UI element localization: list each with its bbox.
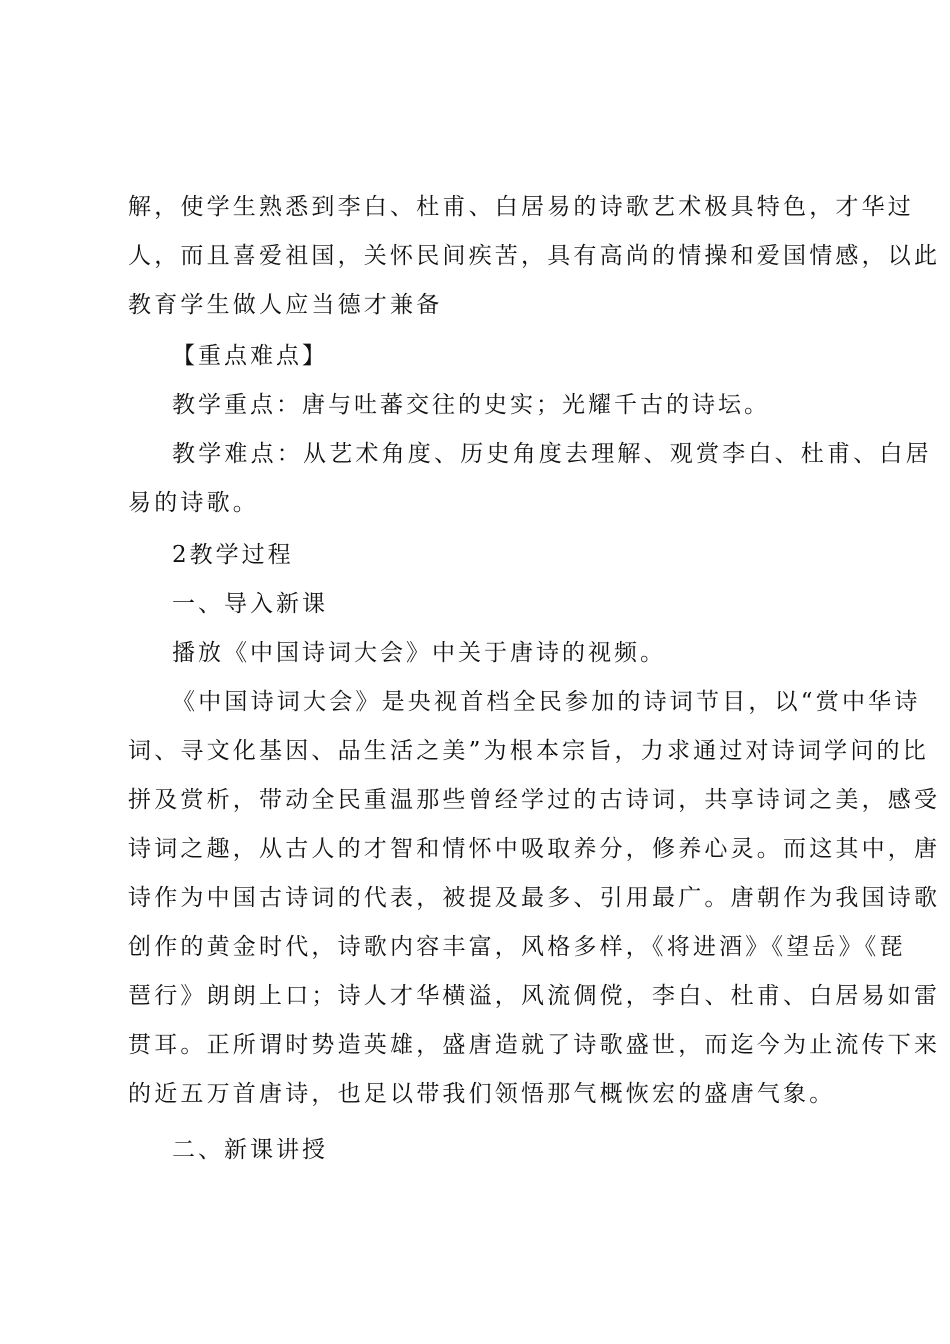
- teaching-difficulty-paragraph: [128, 430, 932, 528]
- process-heading: 2教学过程: [172, 542, 294, 568]
- difficulty-line-2: 易的诗歌。: [128, 490, 259, 516]
- show-line-4: 诗词之趣，从古人的才智和情怀中吸取养分，修养心灵。而这其中，唐: [128, 836, 941, 862]
- show-line-5: 诗作为中国古诗词的代表，被提及最多、引用最广。唐朝作为我国诗歌: [128, 885, 941, 911]
- intro-lesson-heading: 一、导入新课: [172, 591, 328, 617]
- show-line-7: 琶行》朗朗上口；诗人才华横溢，风流倜傥，李白、杜甫、白居易如雷: [128, 983, 941, 1009]
- key-points-heading: 【重点难点】: [172, 343, 328, 369]
- show-line-8: 贯耳。正所谓时势造英雄，盛唐造就了诗歌盛世，而迄今为止流传下来: [128, 1032, 941, 1058]
- intro-paragraph: [128, 183, 941, 330]
- intro-line-3: 教育学生做人应当德才兼备: [128, 292, 443, 318]
- show-line-9: 的近五万首唐诗，也足以带我们领悟那气概恢宏的盛唐气象。: [128, 1081, 836, 1107]
- teaching-focus: 教学重点：唐与吐蕃交往的史实；光耀千古的诗坛。: [172, 392, 770, 418]
- show-paragraph: [128, 678, 941, 1119]
- show-line-1: 《中国诗词大会》是央视首档全民参加的诗词节目，以“赏中华诗: [172, 689, 921, 715]
- play-video-text: 播放《中国诗词大会》中关于唐诗的视频。: [172, 640, 666, 666]
- intro-line-1: 解，使学生熟悉到李白、杜甫、白居易的诗歌艺术极具特色，才华过: [128, 194, 914, 220]
- difficulty-line-1: 教学难点：从艺术角度、历史角度去理解、观赏李白、杜甫、白居: [172, 441, 932, 467]
- show-line-6: 创作的黄金时代，诗歌内容丰富，风格多样，《将进酒》《望岳》《琵: [128, 934, 906, 960]
- new-lesson-heading: 二、新课讲授: [172, 1137, 328, 1163]
- show-line-3: 拼及赏析，带动全民重温那些曾经学过的古诗词，共享诗词之美，感受: [128, 787, 941, 813]
- intro-line-2: 人，而且喜爱祖国，关怀民间疾苦，具有高尚的情操和爱国情感，以此: [128, 243, 941, 269]
- show-line-2: 词、寻文化基因、品生活之美”为根本宗旨，力求通过对诗词学问的比: [128, 738, 929, 764]
